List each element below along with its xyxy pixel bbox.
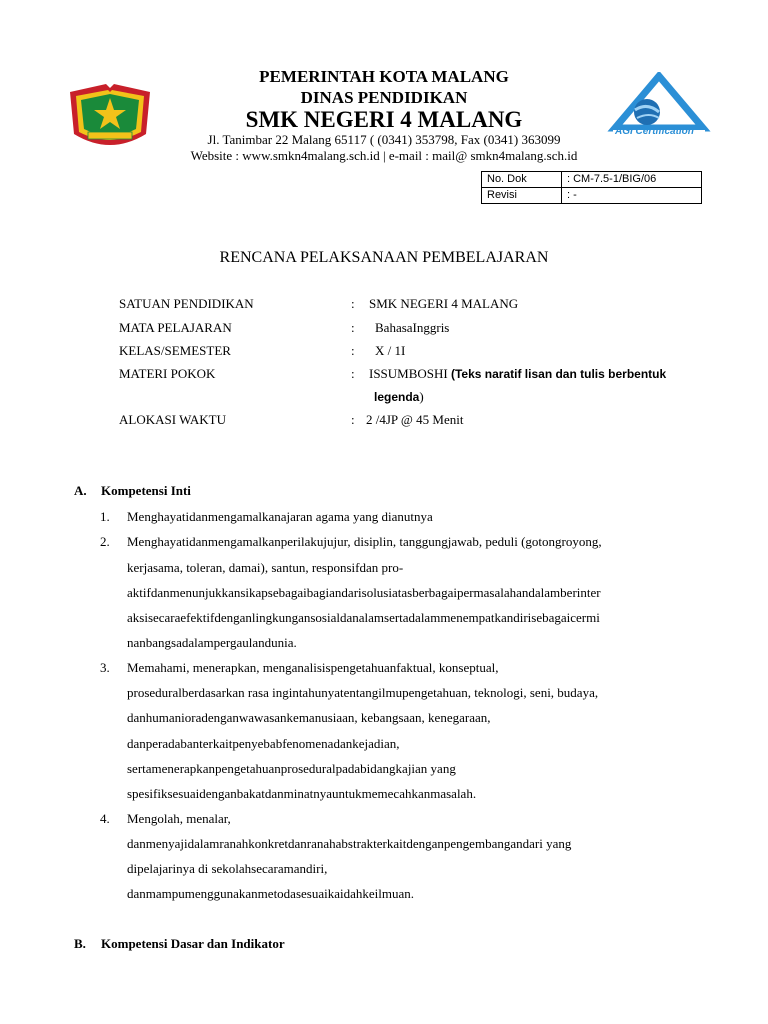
info-key: SATUAN PENDIDIKAN [119,296,254,311]
school-website: Website : www.smkn4malang.sch.id | e-mail : mail@ smkn4malang.sch.id [190,148,578,163]
item-line: Menghayatidanmengamalkanajaran agama yang dianutnya [127,509,433,524]
doc-info-row [482,172,702,188]
info-colon: : [351,296,355,311]
item-line: spesifiksesuaidenganbakatdanminatnyauntukmemecahkanmasalah. [127,786,477,801]
item-line: Menghayatidanmengamalkanperilakujujur, disiplin, tanggungjawab, peduli (gotongroyong, [127,534,602,549]
info-colon: : [351,366,355,381]
info-colon: : [351,412,355,427]
section-heading-a [74,483,374,501]
info-key: MATA PELAJARAN [119,320,232,335]
info-value: ISSUMBOSHI [369,366,448,381]
item-number: 2. [100,534,110,549]
item-line: aksisecaraefektifdenganlingkungansosialdanalamsertadalammenempatkandirisebagaicermi [127,610,600,625]
info-value: SMK NEGERI 4 MALANG [369,296,519,311]
section-letter: A. [74,483,87,498]
item-number: 3. [100,660,110,675]
section-title: Kompetensi Inti [101,483,191,498]
info-key: ALOKASI WAKTU [119,412,227,427]
info-value-material [369,366,666,382]
info-value-material-cont [374,389,424,405]
document-title: RENCANA PELAKSANAAN PEMBELAJARAN [219,249,549,266]
item-line: danhumanioradenganwawasankemanusiaan, kebangsaan, kenegaraan, [127,710,491,725]
info-colon: : [351,320,355,335]
section-letter: B. [74,936,86,951]
item-line: nanbangsadalampergaulandunia. [127,635,297,650]
school-name: SMK NEGERI 4 MALANG [245,107,523,132]
doc-info-table [481,171,702,204]
item-number: 1. [100,509,110,524]
info-value: BahasaInggris [375,320,450,335]
item-number: 4. [100,811,110,826]
info-value: X / 1I [375,343,406,358]
item-line: kerjasama, toleran, damai), santun, responsifdan pro- [127,560,404,575]
item-line: danmenyajidalamranahkonkretdanranahabstrakterkaitdenganpengembangandari yang [127,836,572,851]
doc-info-value: : - [562,188,702,204]
info-value-extra: (Teks naratif lisan dan tulis berbentuk [451,367,667,381]
doc-info-key: Revisi [482,188,562,204]
item-line: dipelajarinya di sekolahsecaramandiri, [127,861,328,876]
item-line: danperadabanterkaitpenyebabfenomenadankejadian, [127,736,400,751]
info-value-close: ) [419,389,424,404]
info-colon: : [351,343,355,358]
item-line: Mengolah, menalar, [127,811,231,826]
section-heading-b [74,936,374,954]
item-line: proseduralberdasarkan rasa ingintahunyatentangilmupengetahuan, teknologi, seni, budaya, [127,685,599,700]
doc-info-key: No. Dok [482,172,562,188]
item-line: sertamenerapkanpengetahuanproseduralpadabidangkajian yang [127,761,456,776]
section-title: Kompetensi Dasar dan Indikator [101,936,285,951]
dept-heading: DINAS PENDIDIKAN [300,88,468,107]
info-value-extra2: legenda [374,390,420,404]
doc-info-value: : CM-7.5-1/BIG/06 [562,172,702,188]
doc-info-row [482,188,702,204]
info-key: MATERI POKOK [119,366,216,381]
item-line: danmampumenggunakanmetodasesuaikaidahkeilmuan. [127,886,414,901]
item-line: Memahami, menerapkan, menganalisispengetahuanfaktual, konseptual, [127,660,499,675]
cert-label: AGI Certification [615,126,694,137]
item-line: aktifdanmenunjukkansikapsebagaibagiandarisolusiatasberbagaipermasalahandalamberinter [127,585,601,600]
info-key: KELAS/SEMESTER [119,343,231,358]
school-address: Jl. Tanimbar 22 Malang 65117 ( (0341) 353798, Fax (0341) 363099 [207,132,561,147]
info-value: 2 /4JP @ 45 Menit [366,412,464,427]
gov-heading: PEMERINTAH KOTA MALANG [259,67,509,86]
